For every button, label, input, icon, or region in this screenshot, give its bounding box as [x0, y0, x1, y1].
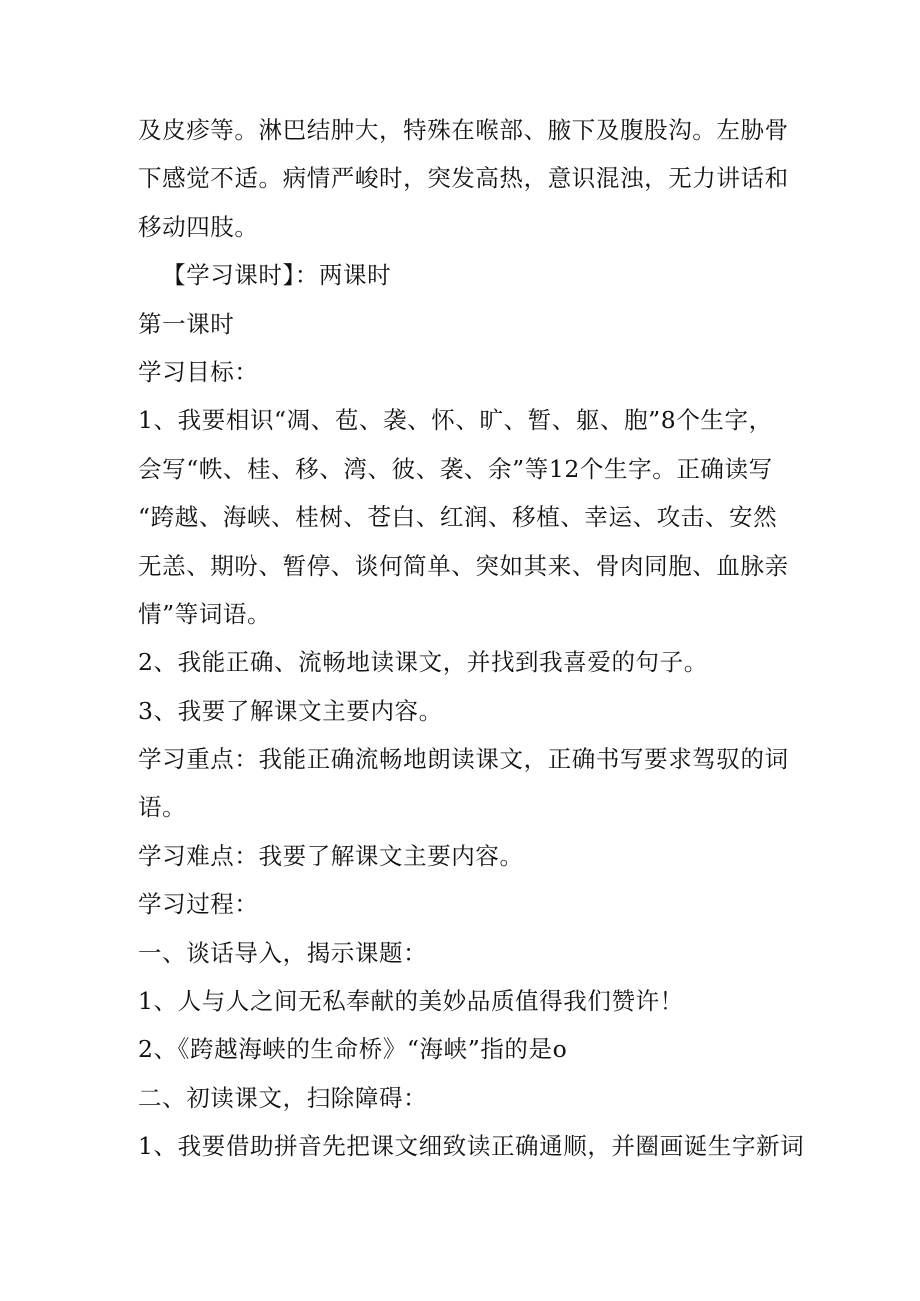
text-line: 及皮疹等。淋巴结肿大，特殊在喉部、腋下及腹股沟。左胁骨: [138, 116, 789, 144]
section-heading-class-hours: 【学习课时】：两课时: [162, 261, 392, 290]
text-line: 3、我要了解课文主要内容。: [138, 696, 443, 725]
text-line: “跨越、海峡、桂树、苍白、红润、移植、幸运、攻击、安然: [138, 503, 778, 532]
section-heading-objectives: 学习目标：: [138, 357, 259, 386]
section-heading-key-points: 学习重点：我能正确流畅地朗读课文，正确书写要求驾驭的词: [138, 745, 789, 774]
text-line: 2、《跨越海峡的生命桥》“海峡”指的是o: [138, 1035, 568, 1064]
section-heading-first-lesson: 第一课时: [138, 309, 235, 338]
text-line: 二、初读课文，扫除障碍：: [138, 1083, 428, 1112]
text-line: 2、我能正确、流畅地读课文，并找到我喜爱的句子。: [138, 648, 708, 677]
text-line: 下感觉不适。病情严峻时，突发高热，意识混浊，无力讲话和: [138, 164, 789, 193]
text-line: 移动四肢。: [138, 212, 259, 241]
text-line: 一、谈话导入，揭示课题：: [138, 938, 428, 967]
text-line: 会写“帙、桂、移、湾、彼、袭、余”等12个生字。正确读写: [138, 454, 773, 483]
text-line: 无恙、期吩、暂停、谈何简单、突如其来、骨肉同胞、血脉亲: [138, 551, 789, 580]
section-heading-process: 学习过程：: [138, 890, 259, 919]
text-line: 情”等词语。: [138, 599, 272, 628]
text-line: 语。: [138, 793, 187, 822]
text-line: 1、我要借助拼音先把课文细致读正确通顺，并圈画诞生字新词: [138, 1132, 805, 1161]
section-heading-difficulties: 学习难点：我要了解课文主要内容。: [138, 841, 524, 870]
text-line: 1、我要相识“凋、苞、袭、怀、旷、暂、躯、胞”8个生字，: [138, 406, 773, 435]
text-line: 1、人与人之间无私奉献的美妙品质值得我们赞许！: [138, 987, 684, 1016]
